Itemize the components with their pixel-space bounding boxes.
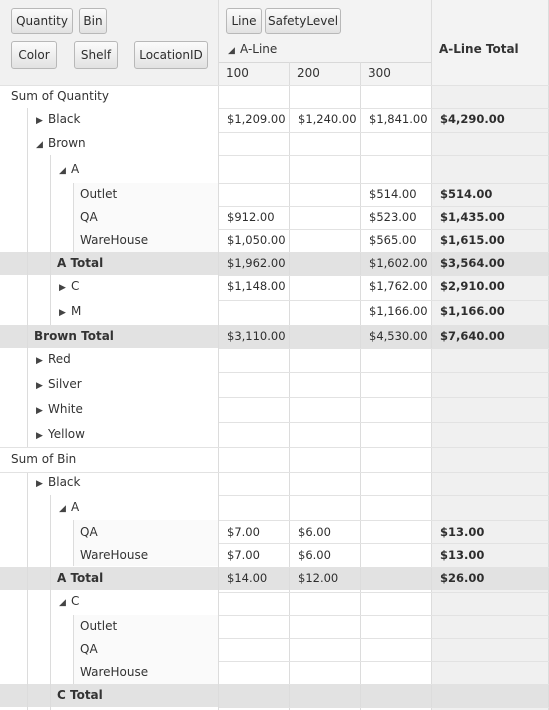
row-label-c-total: C Total (57, 688, 103, 702)
value-cell: $1,762.00 (369, 279, 428, 293)
row-divider (219, 567, 549, 568)
bin-field-button[interactable]: Bin (79, 8, 107, 34)
value-cell: $4,530.00 (369, 329, 428, 343)
row-label-outlet: Outlet (80, 619, 118, 633)
row-label-yellow[interactable] (36, 423, 85, 446)
row-divider (219, 472, 549, 473)
shelf-field-button[interactable]: Shelf (74, 41, 118, 69)
expand-triangle-icon[interactable]: ▶ (36, 479, 43, 489)
collapse-triangle-icon[interactable]: ◢ (228, 46, 235, 56)
row-label-silver[interactable] (36, 373, 82, 396)
expand-triangle-icon[interactable]: ▶ (36, 356, 43, 366)
total-cell: $4,290.00 (440, 112, 505, 126)
grid-line (360, 62, 361, 710)
value-cell: $7.00 (227, 548, 260, 562)
total-cell: $26.00 (440, 571, 485, 585)
grid-line (431, 0, 432, 710)
row-label-c[interactable] (59, 275, 79, 298)
total-cell: $7,640.00 (440, 329, 505, 343)
value-cell: $1,841.00 (369, 112, 428, 126)
row-divider (219, 707, 549, 708)
indent-guide (73, 520, 74, 566)
expand-triangle-icon[interactable]: ▶ (36, 431, 43, 441)
row-divider (219, 132, 549, 133)
quantity-field-button[interactable]: Quantity (11, 8, 73, 34)
row-label-a[interactable] (59, 496, 79, 519)
row-divider (219, 495, 549, 496)
row-label-text: C (71, 279, 80, 293)
row-divider (219, 372, 549, 373)
total-cell: $514.00 (440, 187, 493, 201)
value-cell: $6.00 (298, 525, 331, 539)
value-cell: $1,602.00 (369, 256, 428, 270)
row-label-text: A (71, 162, 80, 176)
value-cell: $14.00 (227, 571, 268, 585)
total-cell: $3,564.00 (440, 256, 505, 270)
row-divider (219, 397, 549, 398)
collapse-triangle-icon[interactable]: ◢ (59, 504, 66, 514)
row-label-text: Silver (48, 377, 82, 391)
row-label-a[interactable] (59, 158, 79, 181)
collapse-triangle-icon[interactable]: ◢ (36, 140, 43, 150)
row-divider (219, 661, 549, 662)
row-label-text: M (71, 304, 82, 318)
row-divider (219, 85, 549, 86)
row-label-text: White (48, 402, 83, 416)
row-label-text: C (71, 594, 80, 608)
row-label-warehouse: WareHouse (80, 665, 149, 679)
column-group-total-header: A-Line Total (439, 42, 519, 56)
expand-triangle-icon[interactable]: ▶ (59, 283, 66, 293)
row-label-c[interactable] (59, 590, 79, 613)
value-cell: $514.00 (369, 187, 417, 201)
row-label-outlet: Outlet (80, 187, 118, 201)
row-divider (219, 592, 549, 593)
row-label-text: Yellow (48, 427, 85, 441)
collapse-triangle-icon[interactable]: ◢ (59, 598, 66, 608)
row-divider (219, 638, 549, 639)
grid-line (218, 0, 219, 710)
value-cell: $1,148.00 (227, 279, 286, 293)
row-label-text: A (71, 500, 80, 514)
row-label-text: Black (48, 475, 81, 489)
collapse-triangle-icon[interactable]: ◢ (59, 166, 66, 176)
total-cell: $2,910.00 (440, 279, 505, 293)
row-label-black[interactable] (36, 108, 80, 131)
line-field-button[interactable]: Line (226, 8, 262, 34)
column-group-label: A-Line (240, 42, 278, 56)
row-divider (219, 447, 549, 448)
row-divider (0, 472, 219, 473)
grid-line (289, 62, 290, 710)
value-cell: $3,110.00 (227, 329, 286, 343)
row-label-a-total: A Total (57, 256, 104, 270)
row-label-sum-of-bin: Sum of Bin (11, 452, 77, 466)
row-label-warehouse: WareHouse (80, 233, 149, 247)
value-cell: $912.00 (227, 210, 275, 224)
row-label-text: Black (48, 112, 81, 126)
row-label-qa: QA (80, 525, 98, 539)
row-divider (219, 543, 549, 544)
total-cell: $13.00 (440, 548, 485, 562)
row-label-qa: QA (80, 210, 98, 224)
indent-guide (27, 472, 28, 710)
indent-guide (73, 183, 74, 252)
total-cell: $1,166.00 (440, 304, 505, 318)
row-label-warehouse: WareHouse (80, 548, 149, 562)
row-label-qa: QA (80, 642, 98, 656)
row-divider (219, 348, 549, 349)
row-label-red[interactable] (36, 348, 71, 371)
row-label-brown[interactable] (36, 132, 86, 155)
indent-guide (73, 615, 74, 684)
expand-triangle-icon[interactable]: ▶ (36, 406, 43, 416)
indent-guide (50, 495, 51, 710)
value-cell: $565.00 (369, 233, 417, 247)
column-header-100[interactable]: 100 (226, 66, 249, 80)
value-cell: $12.00 (298, 571, 339, 585)
color-field-button[interactable]: Color (11, 41, 57, 69)
value-cell: $1,166.00 (369, 304, 428, 318)
row-divider (219, 615, 549, 616)
column-header-200[interactable]: 200 (297, 66, 320, 80)
total-cell: $1,615.00 (440, 233, 505, 247)
row-label-sum-of-quantity: Sum of Quantity (11, 89, 109, 103)
column-group-a-line[interactable] (228, 38, 277, 61)
header-divider (219, 62, 432, 63)
row-label-a-total: A Total (57, 571, 104, 585)
row-divider (219, 520, 549, 521)
row-divider (219, 684, 549, 685)
value-cell: $1,240.00 (298, 112, 357, 126)
row-label-white[interactable] (36, 398, 83, 421)
value-cell: $1,050.00 (227, 233, 286, 247)
expand-triangle-icon[interactable]: ▶ (59, 308, 66, 318)
total-cell: $13.00 (440, 525, 485, 539)
indent-guide (27, 108, 28, 447)
total-cell: $1,435.00 (440, 210, 505, 224)
value-cell: $1,962.00 (227, 256, 286, 270)
expand-triangle-icon[interactable]: ▶ (36, 381, 43, 391)
row-label-black[interactable] (36, 471, 80, 494)
row-label-brown-total: Brown Total (34, 329, 114, 343)
row-label-m[interactable] (59, 300, 81, 323)
location-id-field-button[interactable]: LocationID (134, 41, 208, 69)
indent-guide (50, 155, 51, 325)
safety-level-field-button[interactable]: SafetyLevel (265, 8, 341, 34)
value-cell: $523.00 (369, 210, 417, 224)
value-cell: $6.00 (298, 548, 331, 562)
expand-triangle-icon[interactable]: ▶ (36, 116, 43, 126)
column-header-300[interactable]: 300 (368, 66, 391, 80)
row-label-text: Red (48, 352, 71, 366)
row-divider (219, 422, 549, 423)
value-cell: $1,209.00 (227, 112, 286, 126)
row-divider (219, 155, 549, 156)
row-label-text: Brown (48, 136, 86, 150)
value-cell: $7.00 (227, 525, 260, 539)
